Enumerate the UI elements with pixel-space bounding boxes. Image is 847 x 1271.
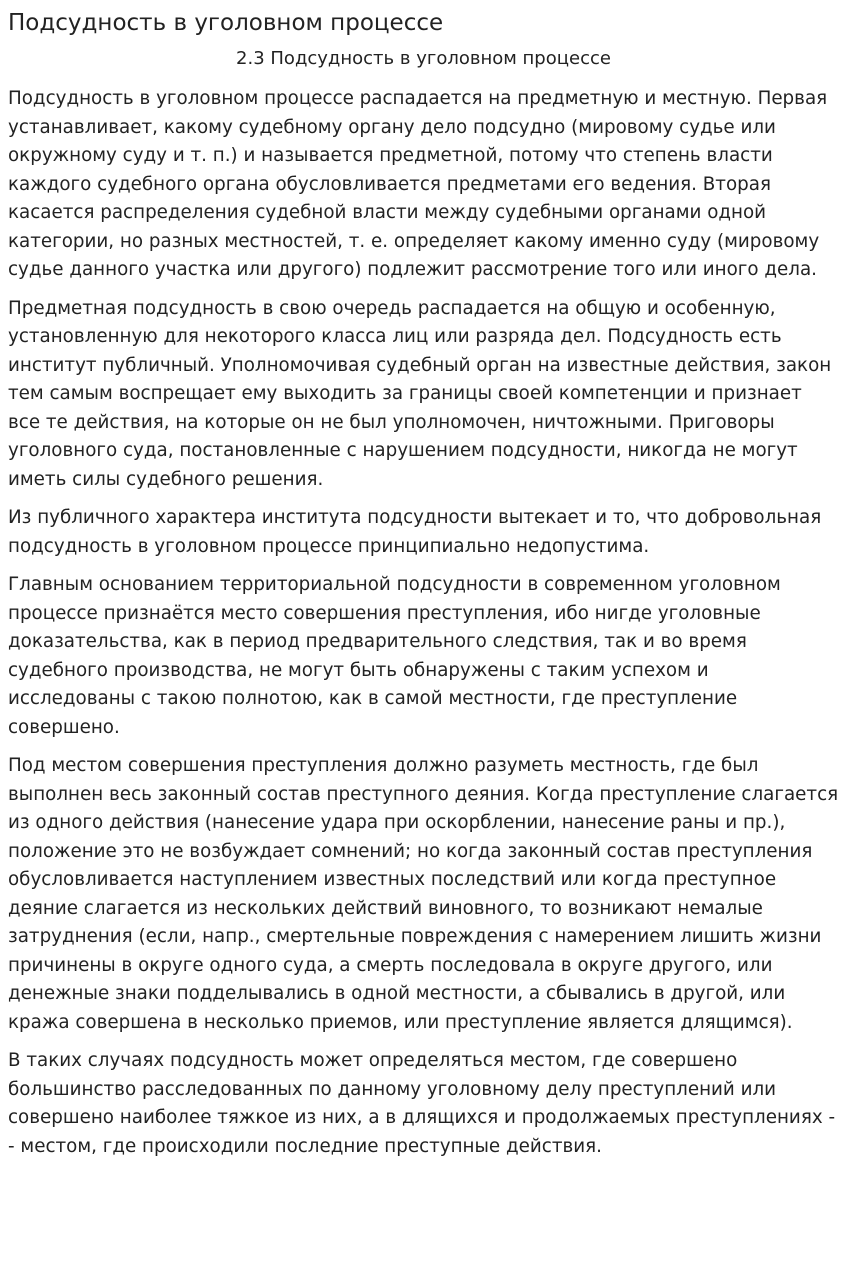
paragraph-2: Предметная подсудность в свою очередь распадается на общую и особенную, установленную для некоторого класса лиц или разряда дел. Подсудность есть институт публичный. Уполномочивая судебный орган на известные действия, закон тем самым воспрещает ему выходить за границы своей компетенции и признает все те действия, на которые он не был уполномочен, ничтожными. Приговоры уголовного суда, постановленные с нарушением подсудности, никогда не могут иметь силы судебного решения.: [8, 297, 832, 490]
paragraph-5: Под местом совершения преступления должно разуметь местность, где был выполнен весь законный состав преступного деяния. Когда преступление слагается из одного действия (нанесение удара при оскорблении, нанесение раны и пр.), положение это не возбуждает сомнений; но когда законный состав преступления обусловливается наступлением известных последствий или когда преступное деяние слагается из нескольких действий виновного, то возникают немалые затруднения (если, напр., смертельные повреждения с намерением лишить жизни причинены в округе одного суда, а смерть последовала в округе другого, или денежные знаки подделывались в одной местности, а сбывались в другой, или кража совершена в несколько приемов, или преступление является длящимся).: [8, 755, 839, 1033]
paragraph-1: Подсудность в уголовном процессе распадается на предметную и местную. Первая устанавливает, какому судебному органу дело подсудно (мировому судье или окружному суду и т. п.) и называется предметной, потому что степень власти каждого судебного органа обусловливается предметами его ведения. Вторая касается распределения судебной власти между судебными органами одной категории, но разных местностей, т. е. определяет какому именно суду (мировому судье данного участка или другого) подлежит рассмотрение того или иного дела.: [8, 88, 828, 280]
document-page: [0, 9, 847, 1161]
paragraph-3: Из публичного характера института подсудности вытекает и то, что добровольная подсудность в уголовном процессе принципиально недопустима.: [8, 507, 822, 557]
paragraph-4: Главным основанием территориальной подсудности в современном уголовном процессе признаётся место совершения преступления, ибо нигде уголовные доказательства, как в период предварительного следствия, так и во время судебного производства, не могут быть обнаружены с таким успехом и исследованы с такою полнотою, как в самой местности, где преступление совершено.: [8, 574, 781, 738]
section-heading: 2.3 Подсудность в уголовном процессе: [236, 48, 611, 69]
page-title: Подсудность в уголовном процессе: [8, 10, 444, 36]
paragraph-6: В таких случаях подсудность может определяться местом, где совершено большинство расследованных по данному уголовному делу преступлений или совершено наиболее тяжкое из них, а в длящихся и продолжаемых преступлениях -- местом, где происходили последние преступные действия.: [8, 1050, 836, 1157]
